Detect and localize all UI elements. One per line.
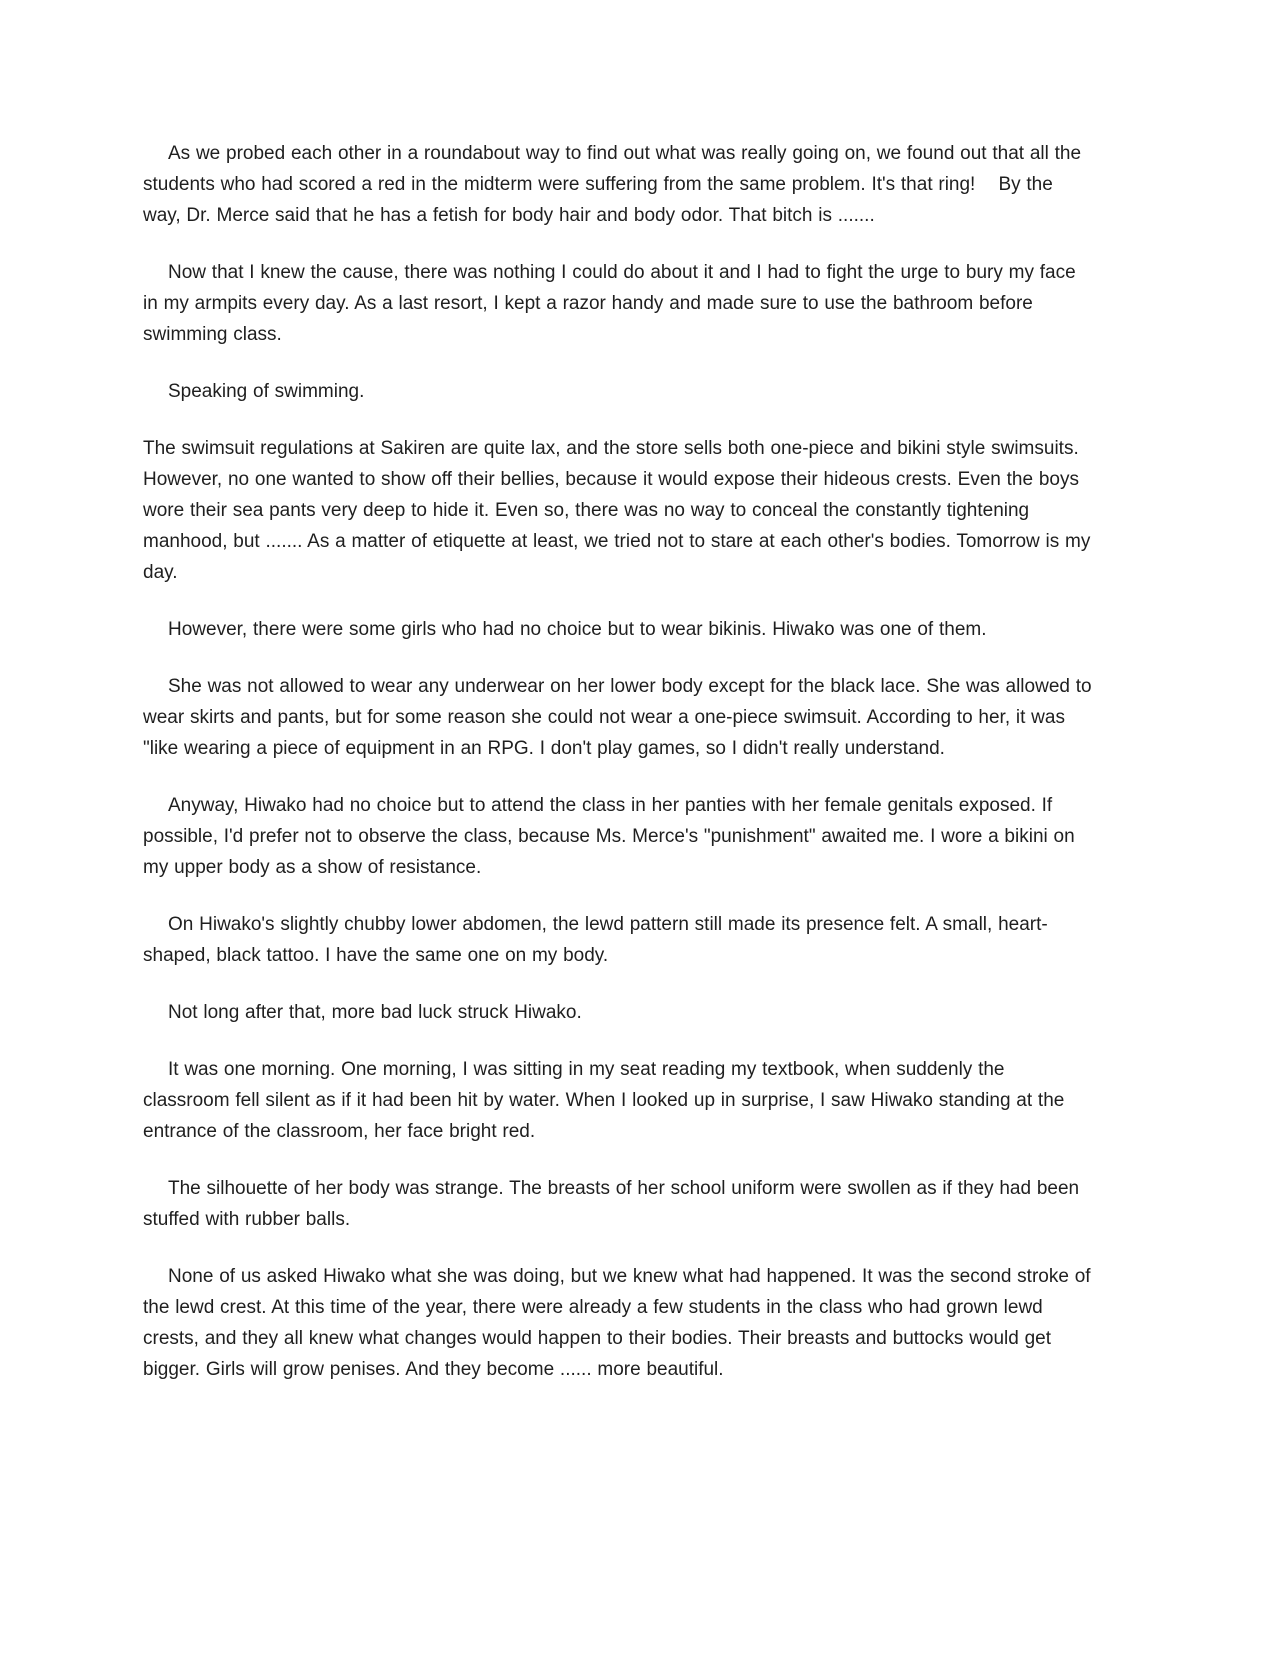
paragraph: Anyway, Hiwako had no choice but to attend the class in her panties with her female genitals exposed. If possible, I'd prefer not to observe the class, because Ms. Merce's "punishment" awaited me. I wore a bikini on my upper body as a show of resistance. — [143, 795, 1081, 878]
paragraph: None of us asked Hiwako what she was doing, but we knew what had happened. It was the second stroke of the lewd crest. At this time of the year, there were already a few students in the class who had grown lewd crests, and they all knew what changes would happen to their bodies. Their breasts and buttocks would get bigger. Girls will grow penises. And they become ...... more beautiful. — [143, 1266, 1097, 1380]
paragraph: The swimsuit regulations at Sakiren are quite lax, and the store sells both one-piece and bikini style swimsuits. However, no one wanted to show off their bellies, because it would expose their hideous crests. Even the boys wore their sea pants very deep to hide it. Even so, there was no way to conceal the constantly tightening manhood, but ....... As a matter of etiquette at least, we tried not to stare at each other's bodies. Tomorrow is my day. — [143, 438, 1097, 583]
paragraph: Speaking of swimming. — [168, 381, 365, 402]
paragraph: The silhouette of her body was strange. The breasts of her school uniform were swollen as if they had been stuffed with rubber balls. — [143, 1178, 1085, 1230]
paragraph: However, there were some girls who had no choice but to wear bikinis. Hiwako was one of them. — [168, 619, 987, 640]
paragraph: It was one morning. One morning, I was sitting in my seat reading my textbook, when suddenly the classroom fell silent as if it had been hit by water. When I looked up in surprise, I saw Hiwako standing at the entrance of the classroom, her face bright red. — [143, 1059, 1071, 1142]
paragraph: Now that I knew the cause, there was nothing I could do about it and I had to fight the urge to bury my face in my armpits every day. As a last resort, I kept a razor handy and made sure to use the bathroom before swimming class. — [143, 262, 1082, 345]
paragraph: As we probed each other in a roundabout way to find out what was really going on, we found out that all the students who had scored a red in the midterm were suffering from the same problem. It's that ring! By the way, Dr. Merce said that he has a fetish for body hair and body odor. That bitch is ....... — [143, 143, 1087, 226]
paragraph: She was not allowed to wear any underwear on her lower body except for the black lace. She was allowed to wear skirts and pants, but for some reason she could not wear a one-piece swimsuit. According to her, it was "like wearing a piece of equipment in an RPG. I don't play games, so I didn't really understand. — [143, 676, 1098, 759]
paragraph: On Hiwako's slightly chubby lower abdomen, the lewd pattern still made its presence felt. A small, heart-shaped, black tattoo. I have the same one on my body. — [143, 914, 1048, 966]
paragraph: Not long after that, more bad luck struck Hiwako. — [168, 1002, 582, 1023]
